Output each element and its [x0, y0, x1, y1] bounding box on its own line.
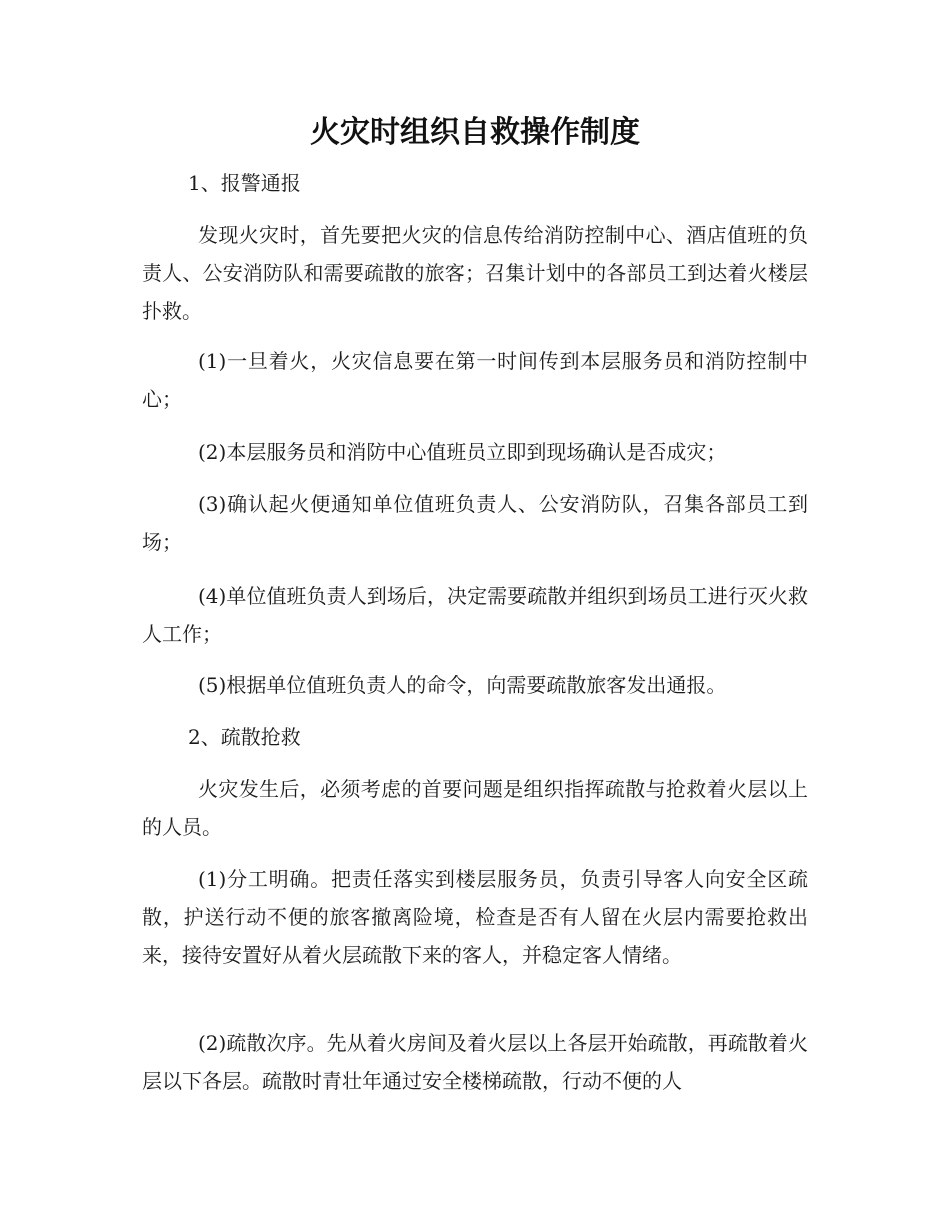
section-heading-2: 2、疏散抢救 [188, 725, 301, 749]
paragraph: 发现火灾时，首先要把火灾的信息传给消防控制中心、酒店值班的负责人、公安消防队和需要疏散的旅客；召集计划中的各部员工到达着火楼层扑救。 [142, 223, 808, 323]
paragraph: (3)确认起火便通知单位值班负责人、公安消防队，召集各部员工到场； [142, 492, 808, 554]
paragraph: (2)本层服务员和消防中心值班员立即到现场确认是否成灾； [198, 440, 727, 464]
paragraph: (2)疏散次序。先从着火房间及着火层以上各层开始疏散，再疏散着火层以下各层。疏散时青壮年通过安全楼梯疏散，行动不便的人 [142, 1031, 808, 1093]
paragraph: (4)单位值班负责人到场后，决定需要疏散并组织到场员工进行灭火救人工作； [142, 584, 808, 646]
paragraph: 火灾发生后，必须考虑的首要问题是组织指挥疏散与抢救着火层以上的人员。 [142, 777, 808, 839]
document-title: 火灾时组织自救操作制度 [310, 115, 640, 150]
paragraph: (1)分工明确。把责任落实到楼层服务员，负责引导客人向安全区疏散，护送行动不便的旅客撤离险境，检查是否有人留在火层内需要抢救出来，接待安置好从着火层疏散下来的客人，并稳定客人情绪。 [142, 867, 808, 967]
paragraph: (1)一旦着火，火灾信息要在第一时间传到本层服务员和消防控制中心； [142, 349, 808, 411]
section-heading-1: 1、报警通报 [188, 171, 301, 195]
paragraph: (5)根据单位值班负责人的命令，向需要疏散旅客发出通报。 [198, 673, 727, 697]
